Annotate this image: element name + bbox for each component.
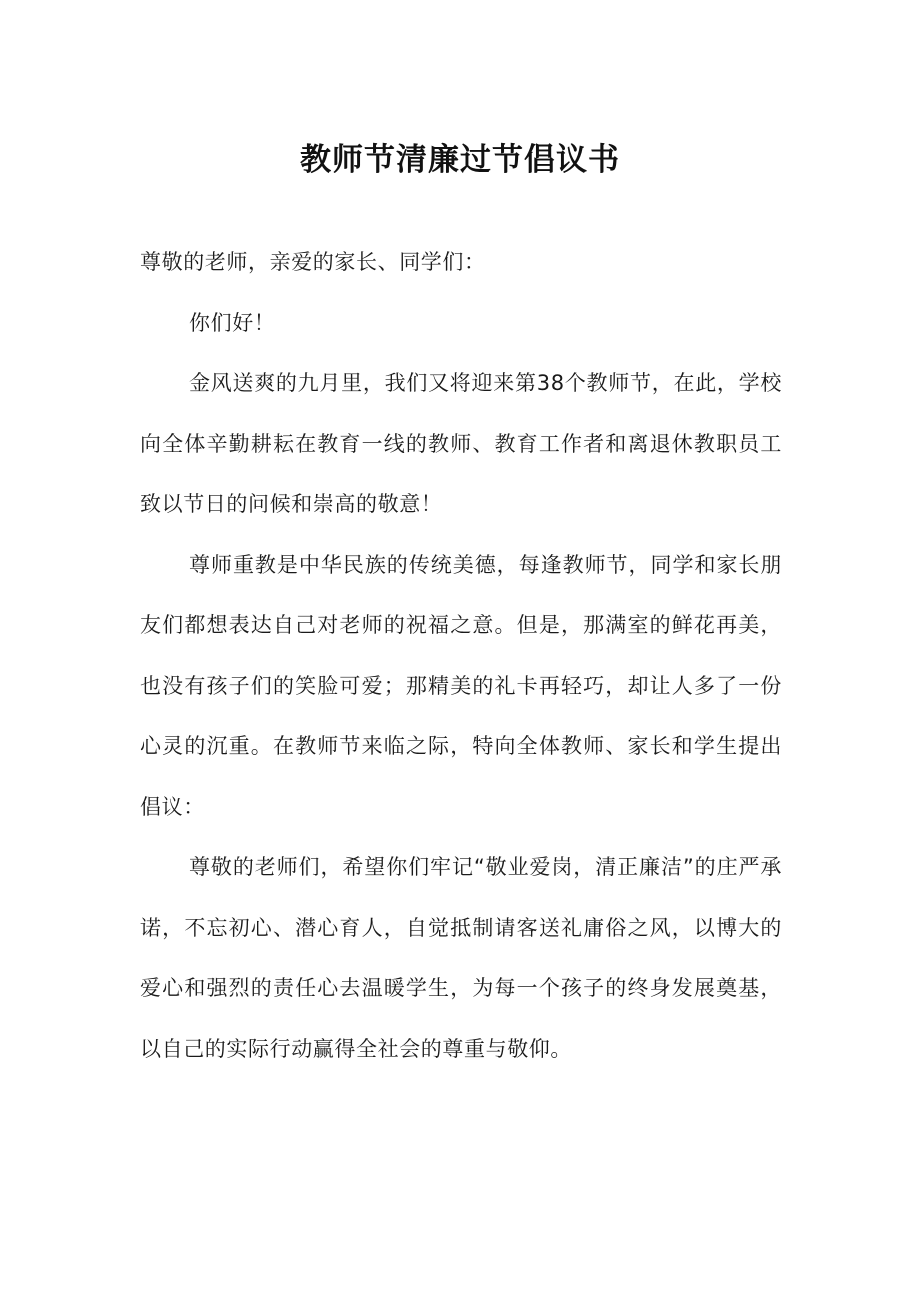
paragraph-teachers-day: 金风送爽的九月里，我们又将迎来第38个教师节，在此，学校向全体辛勤耕耘在教育一线的教师、教育工作者和离退休教职员工致以节日的问候和崇高的敬意！ [140, 371, 782, 516]
paragraph-tradition: 尊师重教是中华民族的传统美德，每逢教师节，同学和家长朋友们都想表达自己对老师的祝福之意。但是，那满室的鲜花再美，也没有孩子们的笑脸可爱；那精美的礼卡再轻巧，却让人多了一份心灵的沉重。在教师节来临之际，特向全体教师、家长和学生提出倡议： [140, 552, 782, 819]
paragraph-greeting: 你们好！ [189, 310, 276, 335]
document-title: 教师节清廉过节倡议书 [300, 142, 620, 178]
paragraph-teachers-pledge: 尊敬的老师们，希望你们牢记“敬业爱岗，清正廉洁”的庄严承诺，不忘初心、潜心育人，自觉抵制请客送礼庸俗之风，以博大的爱心和强烈的责任心去温暖学生，为每一个孩子的终身发展奠基，以自己的实际行动赢得全社会的尊重与敬仰。 [140, 855, 782, 1061]
document-body [140, 232, 782, 1079]
salutation: 尊敬的老师，亲爱的家长、同学们： [140, 250, 486, 274]
